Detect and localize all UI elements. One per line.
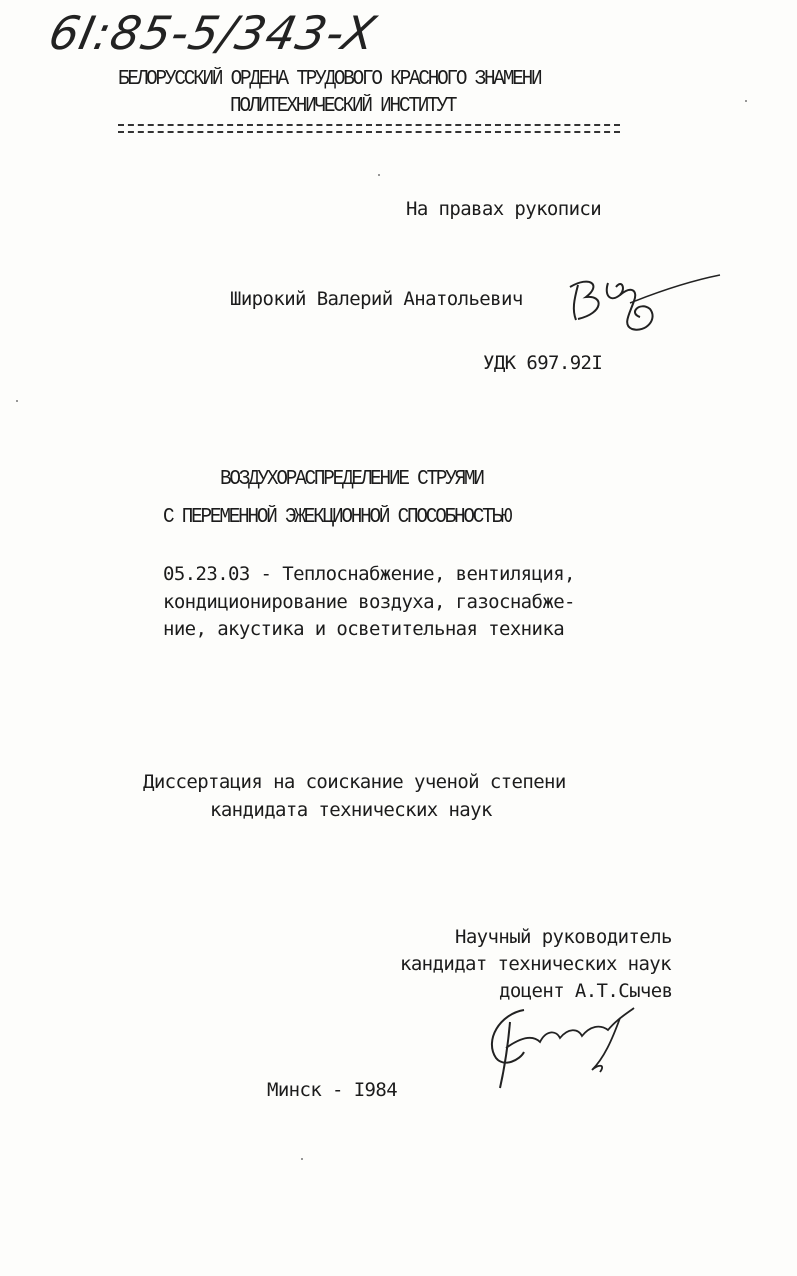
rights-notice: На правах рукописи — [406, 198, 602, 220]
specialty-line1: 05.23.03 - Теплоснабжение, вентиляция, — [163, 563, 575, 585]
udc-code: УДК 697.92I — [483, 352, 603, 374]
institute-name-line1: БЕЛОРУССКИЙ ОРДЕНА ТРУДОВОГО КРАСНОГО ЗНАМЕНИ — [118, 68, 541, 91]
supervisor-role: Научный руководитель — [455, 926, 672, 948]
dissertation-line2: кандидата технических наук — [210, 799, 492, 821]
institute-name-line2: ПОЛИТЕХНИЧЕСКИЙ ИНСТИТУТ — [230, 95, 456, 118]
dissertation-line1: Диссертация на соискание ученой степени — [143, 771, 566, 793]
title-line2: С ПЕРЕМЕННОЙ ЭЖЕКЦИОННОЙ СПОСОБНОСТЬЮ — [163, 506, 511, 529]
scan-speck — [301, 1158, 303, 1160]
supervisor-degree: кандидат технических наук — [400, 953, 671, 975]
place-and-year: Минск - I984 — [267, 1079, 398, 1101]
scan-speck — [16, 400, 18, 402]
title-line1: ВОЗДУХОРАСПРЕДЕЛЕНИЕ СТРУЯМИ — [220, 468, 483, 491]
header-divider-lower — [118, 131, 620, 133]
author-signature — [560, 265, 730, 340]
specialty-line3: ние, акустика и осветительная техника — [163, 618, 565, 640]
scan-speck — [378, 174, 380, 176]
author-name: Широкий Валерий Анатольевич — [230, 288, 523, 310]
supervisor-signature — [480, 1000, 650, 1095]
scan-speck — [745, 100, 747, 102]
handwritten-archive-code: 6I:85-5/343-X — [44, 6, 382, 60]
header-divider-upper — [118, 124, 620, 126]
specialty-line2: кондиционирование воздуха, газоснабже- — [163, 591, 575, 613]
supervisor-name: доцент А.Т.Сычев — [499, 980, 673, 1002]
